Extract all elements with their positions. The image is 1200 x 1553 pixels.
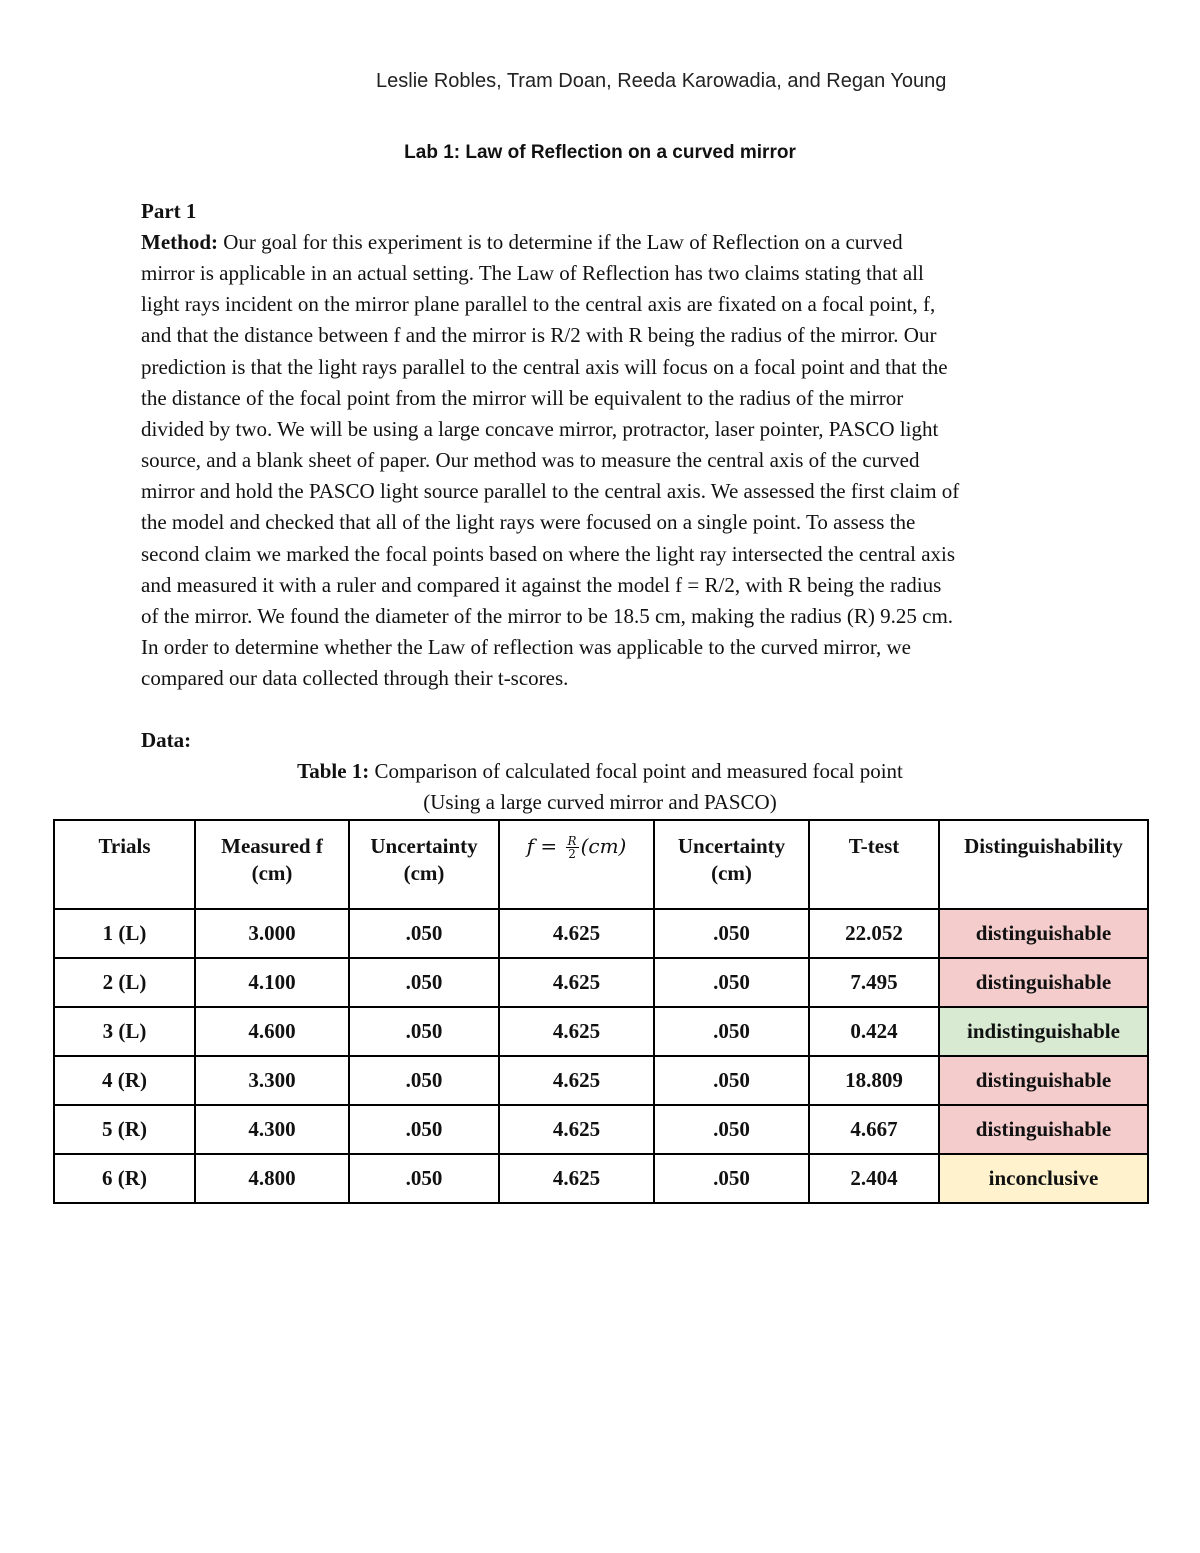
cell-uncertainty-2: .050 bbox=[654, 1105, 809, 1154]
table-label: Table 1: bbox=[297, 759, 370, 783]
cell-trial: 1 (L) bbox=[54, 909, 195, 958]
cell-uncertainty-1: .050 bbox=[349, 1007, 499, 1056]
cell-result: distinguishable bbox=[939, 909, 1148, 958]
part-heading: Part 1 bbox=[141, 199, 197, 223]
method-line: second claim we marked the focal points based on where the light ray intersected the central axis bbox=[141, 541, 956, 566]
method-line bbox=[141, 227, 1066, 258]
table-caption bbox=[0, 759, 1200, 784]
cell-calculated: 4.625 bbox=[499, 1007, 654, 1056]
method-text: Our goal for this experiment is to determine if the Law of Reflection on a curved bbox=[223, 230, 903, 254]
table-row bbox=[54, 909, 1148, 958]
cell-calculated: 4.625 bbox=[499, 1056, 654, 1105]
method-line: prediction is that the light rays parallel to the central axis will focus on a focal point and that the bbox=[141, 354, 948, 379]
table-row bbox=[54, 1105, 1148, 1154]
method-paragraph bbox=[141, 227, 1066, 694]
table-row bbox=[54, 1007, 1148, 1056]
cell-t-test: 7.495 bbox=[809, 958, 939, 1007]
cell-uncertainty-2: .050 bbox=[654, 1056, 809, 1105]
cell-t-test: 0.424 bbox=[809, 1007, 939, 1056]
header-formula: f = $\frac{R}{2}$ (cm) bbox=[499, 820, 654, 909]
cell-trial: 4 (R) bbox=[54, 1056, 195, 1105]
header-t-test: T-test bbox=[809, 820, 939, 909]
cell-calculated: 4.625 bbox=[499, 1154, 654, 1203]
method-line: the distance of the focal point from the mirror will be equivalent to the radius of the mirror bbox=[141, 385, 904, 410]
cell-result: distinguishable bbox=[939, 1056, 1148, 1105]
header-trials: Trials bbox=[54, 820, 195, 909]
cell-trial: 2 (L) bbox=[54, 958, 195, 1007]
table-header-row bbox=[54, 820, 1148, 909]
cell-t-test: 4.667 bbox=[809, 1105, 939, 1154]
table-row bbox=[54, 1154, 1148, 1203]
table-row bbox=[54, 958, 1148, 1007]
cell-trial: 3 (L) bbox=[54, 1007, 195, 1056]
cell-calculated: 4.625 bbox=[499, 909, 654, 958]
cell-uncertainty-2: .050 bbox=[654, 958, 809, 1007]
table-subcaption: (Using a large curved mirror and PASCO) bbox=[423, 790, 777, 814]
cell-measured: 4.800 bbox=[195, 1154, 349, 1203]
method-line: mirror and hold the PASCO light source parallel to the central axis. We assessed the first claim of bbox=[141, 479, 960, 504]
method-label: Method: bbox=[141, 230, 218, 254]
authors-line: Leslie Robles, Tram Doan, Reeda Karowadia, and Regan Young bbox=[376, 70, 947, 92]
cell-uncertainty-2: .050 bbox=[654, 909, 809, 958]
method-line: In order to determine whether the Law of reflection was applicable to the curved mirror, we bbox=[141, 635, 912, 660]
cell-uncertainty-1: .050 bbox=[349, 909, 499, 958]
method-line: and that the distance between f and the mirror is R/2 with R being the radius of the mirror. Our bbox=[141, 323, 937, 348]
cell-t-test: 22.052 bbox=[809, 909, 939, 958]
cell-uncertainty-1: .050 bbox=[349, 1056, 499, 1105]
method-line: mirror is applicable in an actual setting. The Law of Reflection has two claims stating that all bbox=[141, 261, 924, 286]
cell-calculated: 4.625 bbox=[499, 958, 654, 1007]
document-title: Lab 1: Law of Reflection on a curved mirror bbox=[404, 142, 796, 163]
cell-t-test: 18.809 bbox=[809, 1056, 939, 1105]
cell-measured: 3.300 bbox=[195, 1056, 349, 1105]
cell-result: distinguishable bbox=[939, 1105, 1148, 1154]
cell-uncertainty-1: .050 bbox=[349, 958, 499, 1007]
header-uncertainty-measured: Uncertainty (cm) bbox=[349, 820, 499, 909]
method-line: divided by two. We will be using a large concave mirror, protractor, laser pointer, PASCO light bbox=[141, 416, 939, 441]
cell-trial: 6 (R) bbox=[54, 1154, 195, 1203]
data-heading: Data: bbox=[141, 728, 192, 752]
cell-measured: 3.000 bbox=[195, 909, 349, 958]
cell-uncertainty-2: .050 bbox=[654, 1007, 809, 1056]
cell-trial: 5 (R) bbox=[54, 1105, 195, 1154]
method-line: and measured it with a ruler and compared it against the model f = R/2, with R being the radius bbox=[141, 572, 942, 597]
table-row bbox=[54, 1056, 1148, 1105]
cell-result: indistinguishable bbox=[939, 1007, 1148, 1056]
cell-t-test: 2.404 bbox=[809, 1154, 939, 1203]
cell-uncertainty-1: .050 bbox=[349, 1105, 499, 1154]
table-caption-text: Comparison of calculated focal point and measured focal point bbox=[369, 759, 903, 783]
cell-result: inconclusive bbox=[939, 1154, 1148, 1203]
cell-calculated: 4.625 bbox=[499, 1105, 654, 1154]
cell-result: distinguishable bbox=[939, 958, 1148, 1007]
cell-uncertainty-1: .050 bbox=[349, 1154, 499, 1203]
results-table bbox=[53, 819, 1149, 1204]
method-line: light rays incident on the mirror plane parallel to the central axis are fixated on a focal point, f, bbox=[141, 292, 936, 317]
header-uncertainty-calculated: Uncertainty (cm) bbox=[654, 820, 809, 909]
cell-measured: 4.300 bbox=[195, 1105, 349, 1154]
method-line: the model and checked that all of the light rays were focused on a single point. To assess the bbox=[141, 510, 916, 535]
method-line: compared our data collected through their t-scores. bbox=[141, 666, 569, 691]
method-line: of the mirror. We found the diameter of the mirror to be 18.5 cm, making the radius (R) 9.25 cm. bbox=[141, 603, 954, 628]
header-distinguishability: Distinguishability bbox=[939, 820, 1148, 909]
cell-measured: 4.600 bbox=[195, 1007, 349, 1056]
cell-uncertainty-2: .050 bbox=[654, 1154, 809, 1203]
cell-measured: 4.100 bbox=[195, 958, 349, 1007]
header-measured-f: Measured f (cm) bbox=[195, 820, 349, 909]
method-line: source, and a blank sheet of paper. Our method was to measure the central axis of the curved bbox=[141, 448, 920, 473]
